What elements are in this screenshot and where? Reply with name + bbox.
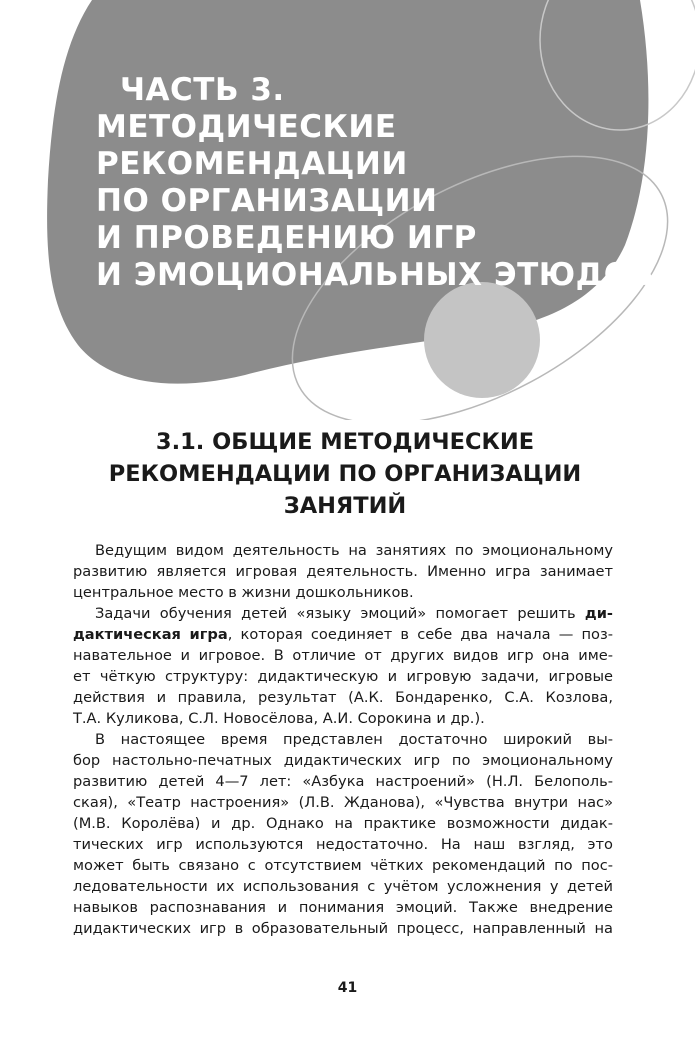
bold-term: дактическая игра: [73, 626, 228, 643]
text-line: центральное место в жизни дошкольников.: [73, 584, 414, 601]
light-circle-shape: [424, 282, 540, 398]
text-line: может быть связано с отсутствием чётких рекомендаций по пос-: [73, 857, 613, 874]
section-title-line: ЗАНЯТИЙ: [283, 493, 407, 519]
text-line: развитию является игровая деятельность. Именно игра занимает: [73, 563, 613, 580]
text-line: [73, 603, 613, 624]
text-line: дидактических игр в образовательный процесс, направленный на: [73, 920, 613, 937]
part-title: [96, 72, 655, 294]
text-line: ская), «Театр настроения» (Л.В. Жданова), «Чувства внутри нас»: [73, 794, 613, 811]
text-line: тических игр используются недостаточно. На наш взгляд, это: [73, 836, 613, 853]
section-title: [90, 426, 600, 522]
text-line: [73, 624, 613, 645]
text-line: бор настольно-печатных дидактических игр по эмоциональному: [73, 752, 613, 769]
text-line: ет чёткую структуру: дидактическую и игровую задачи, игровые: [73, 668, 613, 685]
part-title-line: РЕКОМЕНДАЦИИ: [96, 146, 408, 182]
text-line: навыков распознавания и понимания эмоций. Также внедрение: [73, 899, 613, 916]
part-title-line: ЧАСТЬ 3.: [120, 72, 285, 108]
text-line: Ведущим видом деятельность на занятиях по эмоциональному: [95, 542, 613, 559]
section-title-line: 3.1. ОБЩИЕ МЕТОДИЧЕСКИЕ: [155, 429, 535, 455]
bold-term: ди-: [584, 605, 613, 622]
part-title-line: ПО ОРГАНИЗАЦИИ: [96, 183, 438, 219]
text-line: Т.А. Куликова, С.Л. Новосёлова, А.И. Сорокина и др.).: [73, 710, 485, 727]
text-line: действия и правила, результат (А.К. Бондаренко, С.А. Козлова,: [73, 689, 613, 706]
text-line: ледовательности их использования с учётом усложнения у детей: [73, 878, 613, 895]
section-title-line: РЕКОМЕНДАЦИИ ПО ОРГАНИЗАЦИИ: [108, 461, 582, 487]
text-line: В настоящее время представлен достаточно широкий вы-: [95, 731, 613, 748]
part-title-line: И ЭМОЦИОНАЛЬНЫХ ЭТЮДОВ: [96, 257, 655, 293]
body-text: [73, 540, 613, 939]
text-line: (М.В. Королёва) и др. Однако на практике возможности дидак-: [73, 815, 613, 832]
part-title-line: И ПРОВЕДЕНИЮ ИГР: [96, 220, 477, 256]
text-line: развитию детей 4—7 лет: «Азбука настроений» (Н.Л. Белополь-: [73, 773, 613, 790]
text-line: навательное и игровое. В отличие от других видов игр она име-: [73, 647, 613, 664]
part-title-line: МЕТОДИЧЕСКИЕ: [96, 109, 397, 145]
page-number: 41: [337, 980, 358, 996]
text-segment: , которая соединяет в себе два начала — поз-: [227, 626, 614, 643]
text-segment: Задачи обучения детей «языку эмоций» помогает решить: [95, 605, 576, 622]
